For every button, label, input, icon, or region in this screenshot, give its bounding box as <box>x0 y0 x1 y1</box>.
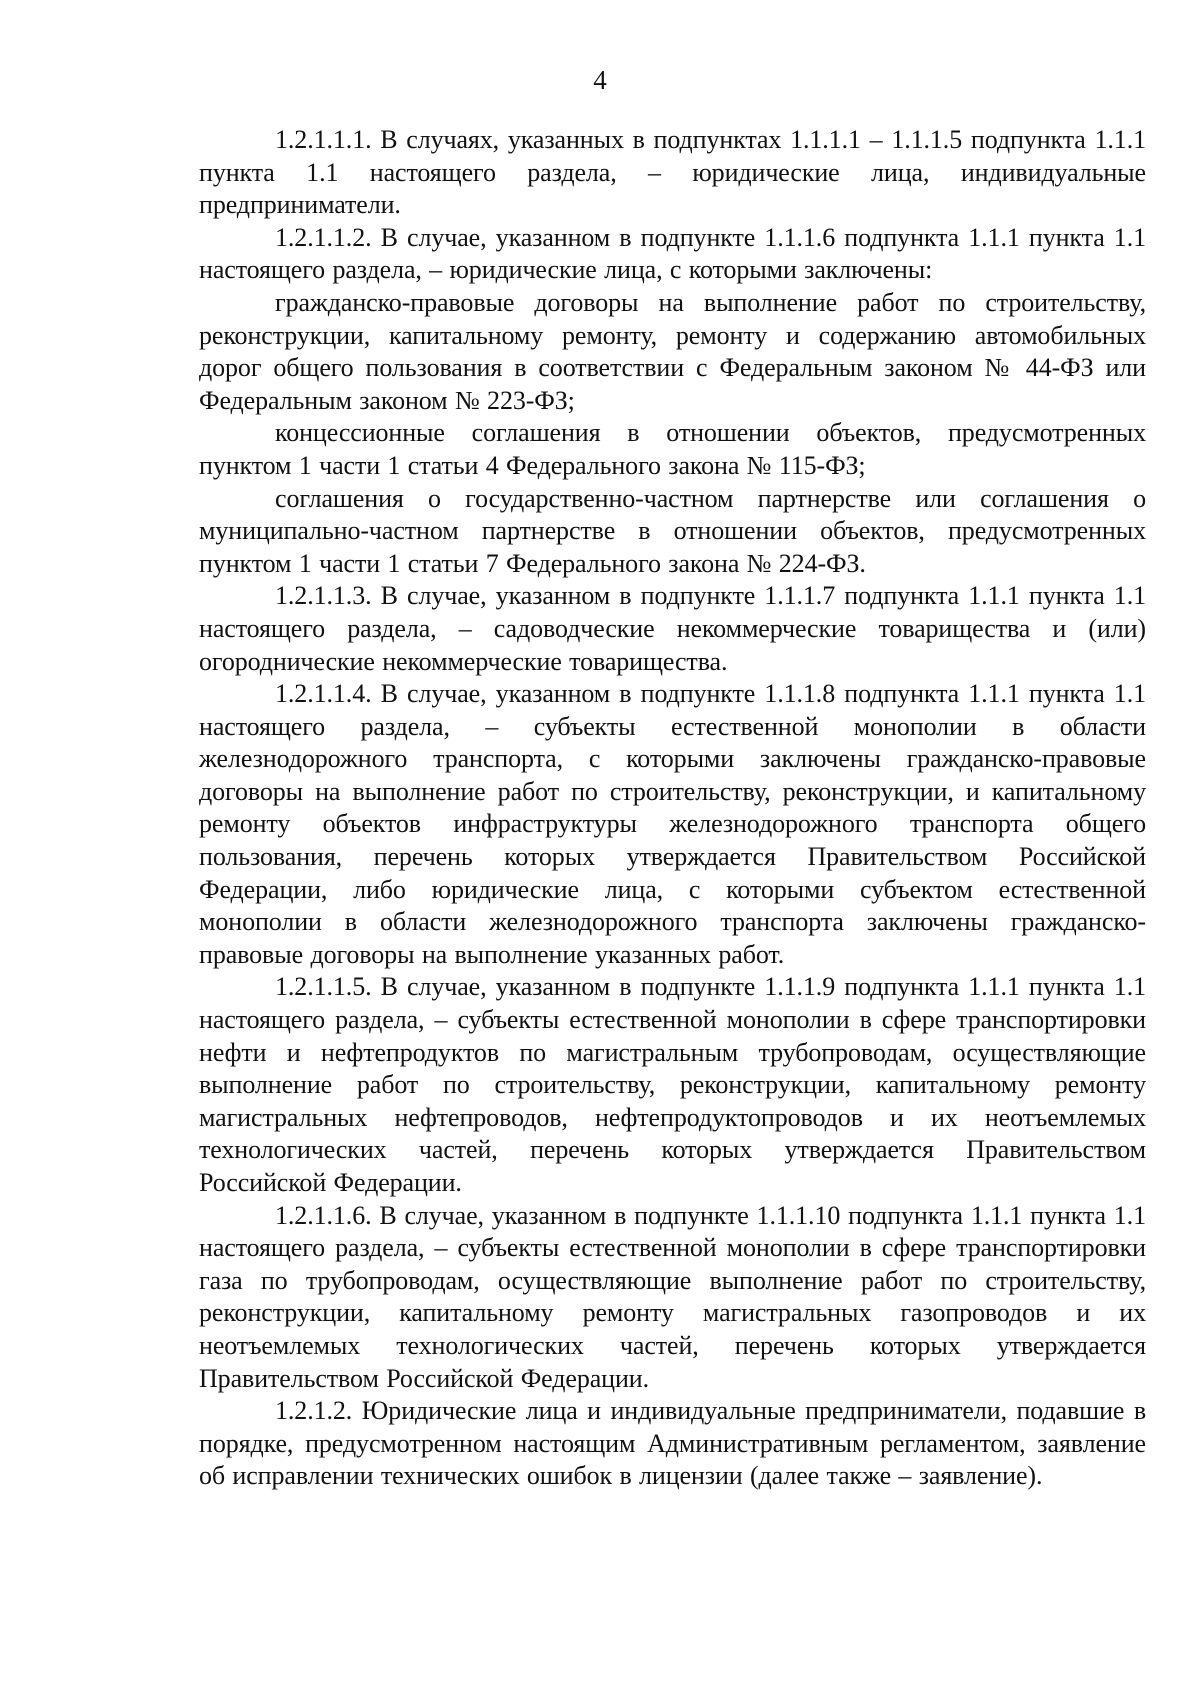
paragraph-concession-agreements: концессионные соглашения в отношении объектов, предусмотренных пунктом 1 части 1 статьи 4 Федерального закона № 115-ФЗ; <box>199 418 1146 480</box>
paragraph-1-2-1-1-2: 1.2.1.1.2. В случае, указанном в подпункте 1.1.1.6 подпункта 1.1.1 пункта 1.1 настоящего раздела, – юридические лица, с которыми заключены: <box>199 222 1146 285</box>
paragraph-1-2-1-1-6: 1.2.1.1.6. В случае, указанном в подпункте 1.1.1.10 подпункта 1.1.1 пункта 1.1 настоящего раздела, – субъекты естественной монополии в сфере транспортировки газа по трубопроводам, осуществляющие выполнение работ по строительству, реконструкции, капитальному ремонту магистральных газопроводов и их неотъемлемых технологических частей, перечень которых утверждается Правительством Российской Федерации. <box>199 1200 1146 1393</box>
document-body <box>199 124 1146 1493</box>
paragraph-1-2-1-2: 1.2.1.2. Юридические лица и индивидуальные предприниматели, подавшие в порядке, предусмотренном настоящим Административным регламентом, заявление об исправлении технических ошибок в лицензии (далее также – заявление). <box>199 1396 1146 1491</box>
paragraph-1-2-1-1-4: 1.2.1.1.4. В случае, указанном в подпункте 1.1.1.8 подпункта 1.1.1 пункта 1.1 настоящего раздела, – субъекты естественной монополии в области железнодорожного транспорта, с которыми заключены гражданско-правовые договоры на выполнение работ по строительству, реконструкции, и капитальному ремонту объектов инфраструктуры железнодорожного транспорта общего пользования, перечень которых утверждается Правительством Российской Федерации, либо юридические лица, с которыми субъектом естественной монополии в области железнодорожного транспорта заключены гражданско-правовые договоры на выполнение указанных работ. <box>199 679 1146 969</box>
paragraph-partnership-agreements: соглашения о государственно-частном партнерстве или соглашения о муниципально-частном партнерстве в отношении объектов, предусмотренных пунктом 1 части 1 статьи 7 Федерального закона № 224-ФЗ. <box>199 483 1146 578</box>
paragraph-1-2-1-1-3: 1.2.1.1.3. В случае, указанном в подпункте 1.1.1.7 подпункта 1.1.1 пункта 1.1 настоящего раздела, – садоводческие некоммерческие товарищества и (или) огороднические некоммерческие товарищества. <box>199 581 1146 676</box>
paragraph-1-2-1-1-1: 1.2.1.1.1. В случаях, указанных в подпунктах 1.1.1.1 – 1.1.1.5 подпункта 1.1.1 пункта 1.1 настоящего раздела, – юридические лица, индивидуальные предприниматели. <box>199 125 1146 220</box>
paragraph-civil-contracts: гражданско-правовые договоры на выполнение работ по строительству, реконструкции, капитальному ремонту, ремонту и содержанию автомобильных дорог общего пользования в соответствии с Федеральным законом № 44-ФЗ или Федеральным законом № 223-ФЗ; <box>199 287 1146 415</box>
paragraph-1-2-1-1-5: 1.2.1.1.5. В случае, указанном в подпункте 1.1.1.9 подпункта 1.1.1 пункта 1.1 настоящего раздела, – субъекты естественной монополии в сфере транспортировки нефти и нефтепродуктов по магистральным трубопроводам, осуществляющие выполнение работ по строительству, реконструкции, капитальному ремонту магистральных нефтепроводов, нефтепродуктопроводов и их неотъемлемых технологических частей, перечень которых утверждается Правительством Российской Федерации. <box>199 972 1146 1197</box>
page-number: 4 <box>593 65 607 95</box>
